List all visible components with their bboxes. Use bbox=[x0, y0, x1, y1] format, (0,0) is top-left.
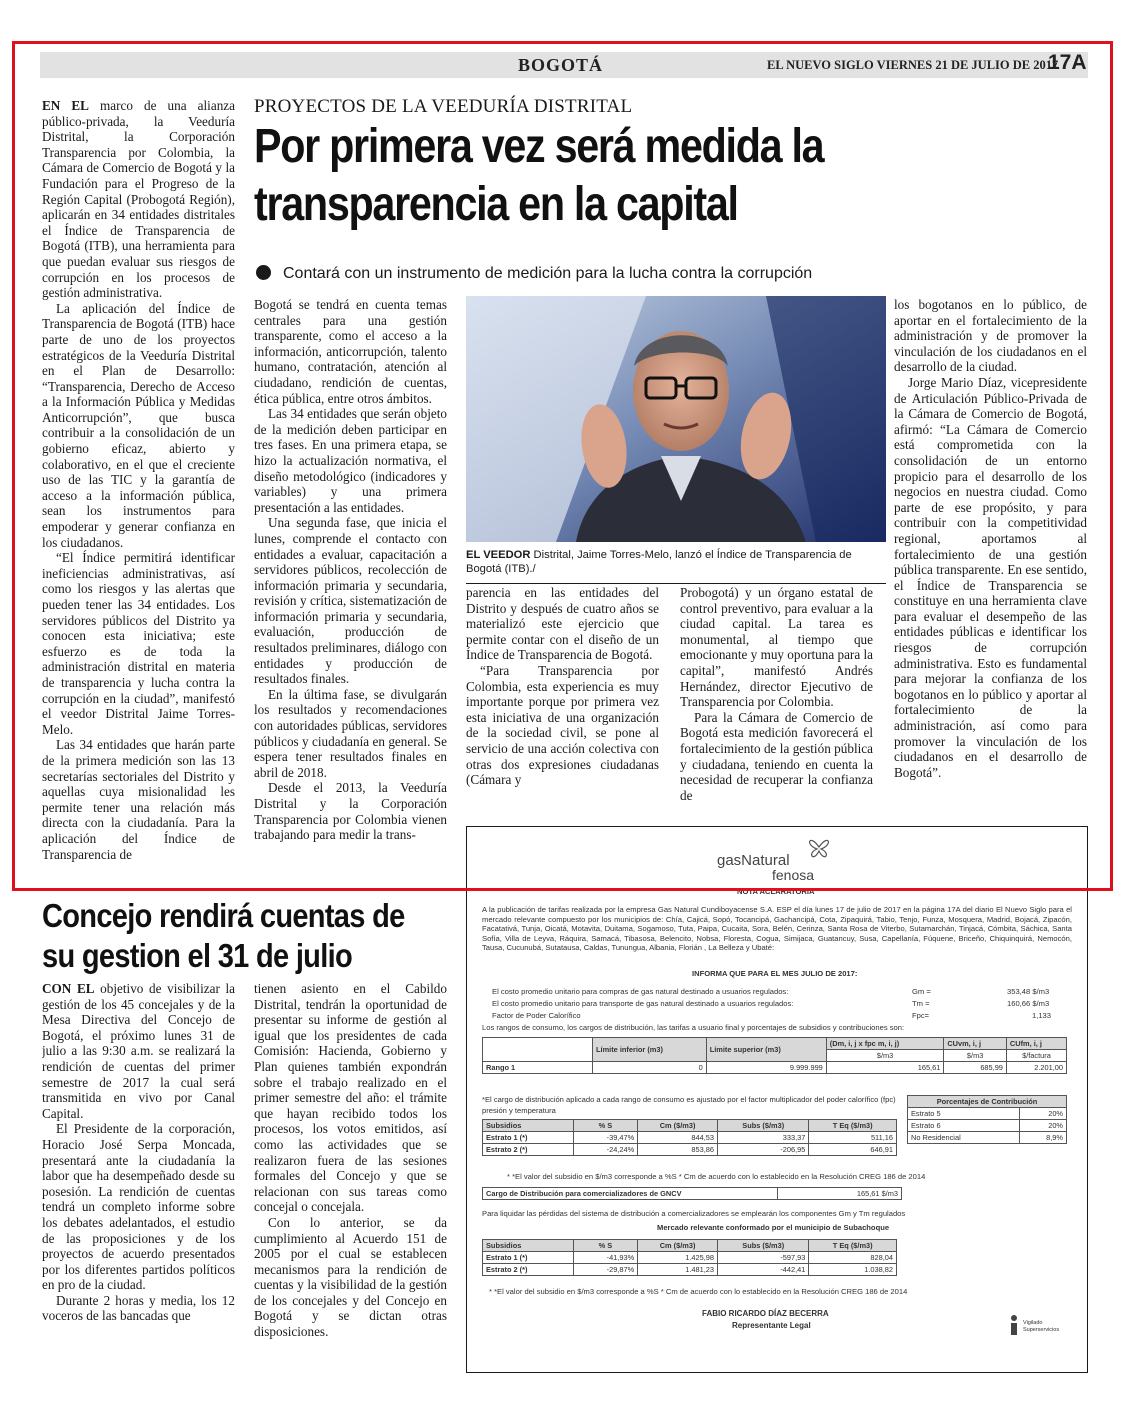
paragraph: Desde el 2013, la Veeduría Distrital y la Corporación Transparencia por Colombia vienen trabajando para medir la trans- bbox=[254, 780, 447, 843]
table-cell: 685,99 bbox=[944, 1062, 1007, 1074]
paragraph: El Presidente de la corporación, Horacio José Serpa Moncada, presentará ante la ciudadanía la labor que ha desempeñado desde su posesión. La rendición de cuentas tendrá un completo informe sobre los debates adelantados, el estudio de las proposiciones y de los proyectos de acuerdo presentados por los diferentes partidos políticos en pro de la ciudad. bbox=[42, 1121, 235, 1293]
mercado-title: Mercado relevante conformado por el municipio de Subachoque bbox=[657, 1223, 890, 1232]
paragraph: Con lo anterior, se da cumplimiento al Acuerdo 151 de 2005 por el cual se establecen mecanismos para la rendición de cuentas y la visibilidad de la gestión de los concejales y del Concejo en Bogotá y se dictan otras disposiciones. bbox=[254, 1214, 447, 1340]
table-row bbox=[908, 1108, 1067, 1120]
page-number: 17A bbox=[1048, 51, 1087, 74]
table-header: Cm ($/m3) bbox=[638, 1240, 718, 1252]
table-header: Porcentajes de Contribución bbox=[908, 1096, 1067, 1108]
paragraph: tienen asiento en el Cabildo Distrital, tendrán la oportunidad de presentar su informe de gestión al igual que los presidentes de cada Comisión: Hacienda, Gobierno y Plan quienes también expondrán sobre el trabajo realizado en el primer semestre del año: el trámite que hayan recibido todos los procesos, los votos emitidos, así como las actividades que se realizaron fuera de las sesiones formales del Concejo y que se relacionan con sus tareas como concejal o concejala. bbox=[254, 981, 447, 1215]
notice-informa: INFORMA QUE PARA EL MES JULIO DE 2017: bbox=[692, 969, 858, 978]
paragraph: Para la Cámara de Comercio de Bogotá esta medición favorecerá el fortalecimiento de la gestión pública y ciudadana, teniendo en cuenta la necesidad de recuperar la confianza de bbox=[680, 709, 873, 803]
notice-title: NOTA ACLARATORIA bbox=[737, 887, 815, 896]
cargo-note: *El cargo de distribución aplicado a cada rango de consumo es ajustado por el factor multiplicador del poder calorífico (fpc) bbox=[482, 1095, 896, 1104]
table-header: % S bbox=[573, 1240, 638, 1252]
table-cell: 165,61 bbox=[826, 1062, 944, 1074]
table-cell: -442,41 bbox=[718, 1264, 809, 1276]
table-cell: -39,47% bbox=[573, 1132, 638, 1144]
paragraph: “Para Transparencia por Colombia, esta experiencia es muy importante porque por primera vez esta iniciativa de una organización de la sociedad civil, se pone al servicio de una acción colectiva con otras dos expresiones ciudadanas (Cámara y bbox=[466, 662, 659, 788]
paragraph: parencia en las entidades del Distrito y después de cuatro años se materializó este ejercicio que permite contar con el diseño de un Índice de Transparencia de Bogotá. bbox=[466, 585, 659, 663]
table-cell bbox=[483, 1038, 593, 1062]
table-cell: -29,87% bbox=[573, 1264, 638, 1276]
lead-in: EN EL bbox=[42, 98, 89, 113]
table-cell: 1.425,98 bbox=[638, 1252, 718, 1264]
vigilado-label: Vigilado bbox=[1023, 1320, 1043, 1326]
paragraph: Una segunda fase, que inicia el lunes, comprende el contacto con entidades a evaluar, capacitación a servidores públicos, recolección de información primaria y secundaria, revisión y crítica, sistematización de información primaria y secundaria, evaluación, producción de resultados preliminares, diálogo con entidades y producción de resultados finales. bbox=[254, 515, 447, 687]
cost-line: Factor de Poder Calorífico bbox=[492, 1011, 581, 1020]
cost-value: 160,66 $/m3 bbox=[1007, 999, 1050, 1008]
table-cell: Cargo de Distribución para comercializadores de GNCV bbox=[483, 1188, 778, 1200]
table-header: Subsidios bbox=[483, 1120, 574, 1132]
table-cell: 9.999.999 bbox=[706, 1062, 826, 1074]
article1-column-1 bbox=[42, 98, 235, 876]
article1-column-5 bbox=[894, 297, 1087, 812]
paragraph: Durante 2 horas y media, los 12 voceros de las bancadas que bbox=[42, 1292, 235, 1324]
table-unit: $/m3 bbox=[826, 1050, 944, 1062]
table-cell: 333,37 bbox=[718, 1132, 809, 1144]
photo-caption bbox=[466, 548, 886, 576]
article1-column-2 bbox=[254, 297, 447, 886]
table-cell: Estrato 1 (*) bbox=[483, 1252, 574, 1264]
table-cell: Estrato 1 (*) bbox=[483, 1132, 574, 1144]
paragraph: Jorge Mario Díaz, vicepresidente de Articulación Público-Privada de la Cámara de Comercio de Bogotá, afirmó: “La Cámara de Comercio está comprometida con la consolidación de un entorno propicio para el desarrollo de los negocios en nuestra ciudad. Como parte de ese propósito, y para contribuir con la competitividad regional, aportamos al fortalecimiento de una gestión pública transparente. En ese sentido, el Índice de Transparencia se constituye en una herramienta clave para evaluar el desempeño de las entidades públicas e identificar los riesgos de corrupción administrativa. Esto es fundamental para mejorar la confianza de los bogotanos en lo público y aportar al fortalecimiento de la administración, así como para promover la vinculación de los ciudadanos en el desarrollo de Bogotá”. bbox=[894, 374, 1087, 780]
notice-intro: A la publicación de tarifas realizada por la empresa Gas Natural Cundiboyacense S.A. ESP el día lunes 17 de julio de 2017 en la página 17A del diario El Nuevo Siglo para el mercado relevante compuesto por los municipios de: Chía, Cajicá, Sopó, Tocancipá, Gachancipá, Cota, Zipaquirá, Tabio, Tenjo, Funza, Mosquera, Madrid, Bojacá, Zipacón, Facatativá, Tunja, Oicatá, Motavita, Duitama, Sogamoso, Tuta, Paipa, Cucaita, Sora, Belén, Cerinza, Santa Rosa de Viterbo, Sutamarchán, Tinjacá, Cómbita, Sáchica, Santa Sofía, Villa de Leyva, Ráquira, Samacá, Tibasosa, Belencito, Nobsa, Floresta, Cogua, Simijaca, Guatancuy, Susa, Capellanía, Fúquene, Briceño, Chiquinquirá, Nemocón, Tausa, Cucunubá, Sutatausa, Caldas, Tunungua, Albania, Florián , La Belleza y Ubaté: bbox=[482, 905, 1072, 953]
brand-name-2: fenosa bbox=[772, 867, 815, 883]
rangos-text: Los rangos de consumo, los cargos de distribución, las tarifas a usuario final y porcentajes de subsidios y contribuciones son: bbox=[482, 1023, 905, 1032]
paragraph: marco de una alianza público-privada, la Veeduría Distrital, la Corporación Transparencia por Colombia, la Cámara de Comercio de Bogotá y la Fundación para el Progreso de la Región Capital (Probogotá Región), aplicarán en 34 entidades distritales el Índice de Transparencia de Bogotá (ITB), una herramienta para que puedan evaluar sus riesgos de corrupción en los procesos de gestión administrativa. bbox=[42, 98, 235, 301]
superservicios-logo-icon bbox=[1007, 1314, 1021, 1336]
tariff-table bbox=[482, 1037, 1067, 1074]
table-cell: 646,91 bbox=[809, 1144, 897, 1156]
table-cell: Estrato 5 bbox=[908, 1108, 1020, 1120]
paragraph: objetivo de visibilizar la gestión de los 45 concejales y de la Mesa Directiva del Concejo de Bogotá, el próximo lunes 31 de julio a las 9:30 a.m. se realizará la rendición de cuentas del primer semestre de 2017 la cual será transmitida en vivo por Canal Capital. bbox=[42, 981, 235, 1121]
subsidy-note: * *El valor del subsidio en $/m3 corresponde a %S * Cm de acuerdo con lo establecido en la Resolución CREG 186 de 2014 bbox=[507, 1172, 926, 1181]
table-header: % S bbox=[573, 1120, 638, 1132]
article1-column-4 bbox=[680, 585, 873, 816]
table-cell: No Residencial bbox=[908, 1132, 1020, 1144]
paragraph: En la última fase, se divulgarán los resultados y recomendaciones con autoridades públicas, servidores públicos y ciudadanía en general. Se espera tener resultados finales en abril de 2018. bbox=[254, 686, 447, 780]
table-header: Subs ($/m3) bbox=[718, 1240, 809, 1252]
section-label: BOGOTÁ bbox=[518, 55, 604, 75]
article1-column-3 bbox=[466, 585, 659, 816]
table-header: T Eq ($/m3) bbox=[809, 1120, 897, 1132]
table-cell: Rango 1 bbox=[483, 1062, 593, 1074]
table-cell: -24,24% bbox=[573, 1144, 638, 1156]
contribution-table bbox=[907, 1095, 1067, 1144]
table-cell: 828,04 bbox=[809, 1252, 897, 1264]
table-header: Subs ($/m3) bbox=[718, 1120, 809, 1132]
table-row bbox=[483, 1264, 897, 1276]
table-cell: 165,61 $/m3 bbox=[778, 1188, 902, 1200]
cost-key: Fpc= bbox=[912, 1011, 930, 1020]
article-headline: Por primera vez será medida la transparencia en la capital bbox=[254, 120, 824, 231]
table-row bbox=[483, 1062, 1067, 1074]
table-cell: 20% bbox=[1019, 1108, 1066, 1120]
table-header: CUfm, i, j bbox=[1006, 1038, 1066, 1050]
table-row bbox=[483, 1188, 902, 1200]
table-header: Subsidios bbox=[483, 1240, 574, 1252]
table-cell: Estrato 2 (*) bbox=[483, 1264, 574, 1276]
cost-key: Tm = bbox=[912, 999, 930, 1008]
masthead-date: EL NUEVO SIGLO VIERNES 21 DE JULIO DE 2017 bbox=[767, 58, 1059, 72]
cost-key: Gm = bbox=[912, 987, 931, 996]
gncv-table bbox=[482, 1187, 902, 1200]
table-cell: 20% bbox=[1019, 1120, 1066, 1132]
article-kicker: PROYECTOS DE LA VEEDURÍA DISTRITAL bbox=[254, 96, 633, 117]
brand-name: gasNatural bbox=[717, 852, 790, 869]
table-header: Límite superior (m3) bbox=[706, 1038, 826, 1062]
caption-rule bbox=[466, 583, 886, 584]
paragraph: Bogotá se tendrá en cuenta temas centrales para una gestión transparente, como el acceso a la información, anticorrupción, talento humano, contratación, atención al ciudadano, rendición de cuentas, ética pública, entre otros ámbitos. bbox=[254, 297, 447, 406]
cost-line: El costo promedio unitario para compras de gas natural destinado a usuarios regulados: bbox=[492, 987, 789, 996]
table-row bbox=[483, 1132, 897, 1144]
table-header: T Eq ($/m3) bbox=[809, 1240, 897, 1252]
table-cell: Estrato 2 (*) bbox=[483, 1144, 574, 1156]
cost-line: El costo promedio unitario para transporte de gas natural destinado a usuarios regulados: bbox=[492, 999, 794, 1008]
cost-value: 353,48 $/m3 bbox=[1007, 987, 1050, 996]
table-cell: -597,93 bbox=[718, 1252, 809, 1264]
subsidy-note-2: * *El valor del subsidio en $/m3 corresponde a %S * Cm de acuerdo con lo establecido en la Resolución CREG 186 de 2014 bbox=[489, 1287, 908, 1296]
article2-column-2 bbox=[254, 981, 447, 1351]
table-cell: -206,95 bbox=[718, 1144, 809, 1156]
paragraph: “El Índice permitirá identificar ineficiencias administrativas, así como los riesgos y las alertas que pueden tener las 34 entidades. Los servidores públicos del Distrito ya conocen esta iniciativa; este esfuerzo es de toda la administración distrital en materia de transparencia y lucha contra la corrupción en la ciudad”, manifestó el veedor Distrital Jaime Torres-Melo. bbox=[42, 550, 235, 737]
signer-role: Representante Legal bbox=[732, 1321, 811, 1330]
table-unit: $/m3 bbox=[944, 1050, 1007, 1062]
table-cell: 0 bbox=[593, 1062, 707, 1074]
table-cell: -41,93% bbox=[573, 1252, 638, 1264]
table-header: Cm ($/m3) bbox=[638, 1120, 718, 1132]
photo-veedor bbox=[466, 296, 886, 542]
cost-value: 1,133 bbox=[1032, 1011, 1052, 1020]
table-row bbox=[908, 1120, 1067, 1132]
table-cell: 8,9% bbox=[1019, 1132, 1066, 1144]
paragraph: los bogotanos en lo público, de aportar en el fortalecimiento de la administración y de promover la vinculación de los ciudadanos en el desarrollo de la ciudad. bbox=[894, 297, 1087, 375]
subsidy-table bbox=[482, 1119, 897, 1156]
table-header: CUvm, i, j bbox=[944, 1038, 1007, 1050]
article2-headline: Concejo rendirá cuentas de su gestion el 31 de julio bbox=[42, 897, 405, 974]
paragraph: La aplicación del Índice de Transparencia de Bogotá (ITB) hace parte de uno de los proyectos estratégicos de la Veeduría Distrital en el Plan de Desarrollo: “Transparencia, Derecho de Acceso a la Información Pública y Medidas Anticorrupción”, que busca contribuir a la consolidación de un gobierno eficaz, abierto y colaborativo, en el que el creciente uso de las TIC y la garantía de acceso a la información pública, sean los instrumentos para empoderar y generar confianza en los ciudadanos. bbox=[42, 300, 235, 550]
table-cell: 2.201,00 bbox=[1006, 1062, 1066, 1074]
butterfly-logo-icon bbox=[805, 831, 833, 863]
table-cell: 1.481,23 bbox=[638, 1264, 718, 1276]
table-header: (Dm, i, j x fpc m, i, j) bbox=[826, 1038, 944, 1050]
paragraph: Las 34 entidades que serán objeto de la medición deben participar en tres fases. En una primera etapa, se hizo la actualización normativa, el diseño metodológico (indicadores y variables) y una primera presentación a las entidades. bbox=[254, 406, 447, 515]
paragraph: Las 34 entidades que harán parte de la primera medición son las 13 secretarías sectoriales del Distrito y aquellas cuya misionalidad les permite tener una relación más directa con la ciudadanía. Para la aplicación del Índice de Transparencia de bbox=[42, 737, 235, 862]
subachoque-table bbox=[482, 1239, 897, 1276]
cargo-note-2: presión y temperatura bbox=[482, 1106, 556, 1115]
gas-natural-notice bbox=[466, 826, 1088, 1373]
caption-text: Distrital, Jaime Torres-Melo, lanzó el Índice de Transparencia de Bogotá (ITB)./ bbox=[466, 549, 852, 575]
table-cell: 844,53 bbox=[638, 1132, 718, 1144]
table-header: Límite inferior (m3) bbox=[593, 1038, 707, 1062]
signer-name: FABIO RICARDO DÍAZ BECERRA bbox=[702, 1309, 829, 1318]
paragraph: Probogotá) y un órgano estatal de control preventivo, para evaluar a la ciudad capital. La tarea es monumental, al tiempo que emocionante y muy oportuna para la capital”, manifestó Andrés Hernández, director Ejecutivo de Transparencia por Colombia. bbox=[680, 585, 873, 710]
table-row bbox=[483, 1144, 897, 1156]
vigilado-label-2: Superservicios bbox=[1023, 1327, 1060, 1333]
table-row bbox=[908, 1132, 1067, 1144]
lead-in: CON EL bbox=[42, 981, 95, 996]
article2-column-1 bbox=[42, 981, 235, 1351]
table-cell: 1.038,82 bbox=[809, 1264, 897, 1276]
table-unit: $/factura bbox=[1006, 1050, 1066, 1062]
bullet-icon bbox=[256, 265, 271, 280]
table-row bbox=[483, 1252, 897, 1264]
article-subhead bbox=[256, 265, 812, 283]
table-cell: 511,16 bbox=[809, 1132, 897, 1144]
subhead-text: Contará con un instrumento de medición para la lucha contra la corrupción bbox=[283, 265, 813, 282]
table-cell: Estrato 6 bbox=[908, 1120, 1020, 1132]
table-cell: 853,86 bbox=[638, 1144, 718, 1156]
caption-lead: EL VEEDOR bbox=[466, 549, 531, 561]
liquidar-text: Para liquidar las pérdidas del sistema de distribución a comercializadores se emplearán los componentes Gm y Tm regulados bbox=[482, 1209, 906, 1218]
